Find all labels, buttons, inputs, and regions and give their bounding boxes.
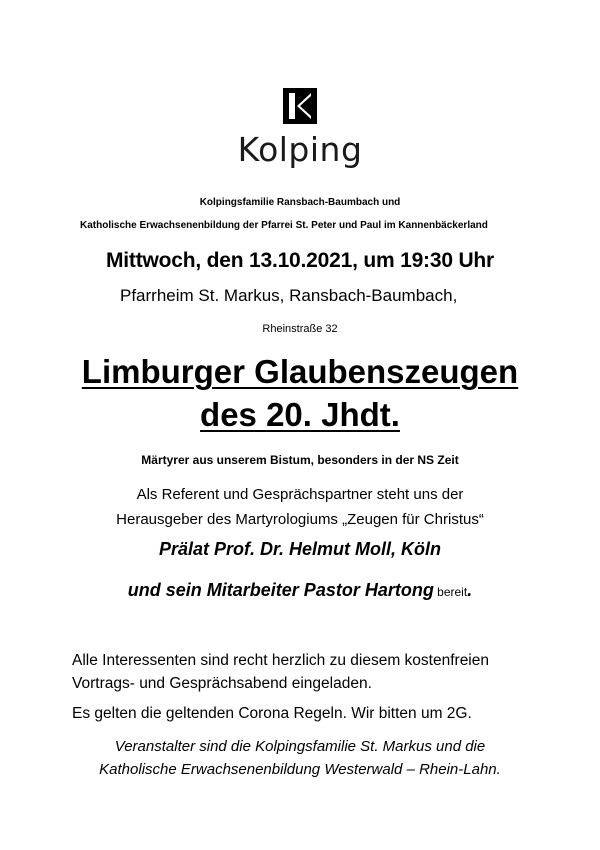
organizers-line-2: Katholische Erwachsenenbildung der Pfarrei St. Peter und Paul im Kannenbäckerland [80, 220, 488, 231]
event-venue: Pfarrheim St. Markus, Ransbach-Baumbach, [120, 286, 458, 305]
invitation-line-2: Vortrags- und Gesprächsabend eingeladen. [72, 675, 372, 692]
organizer-line-1: Veranstalter sind die Kolpingsfamilie St. Markus und die [114, 738, 486, 755]
speaker-intro-line-1: Als Referent und Gesprächspartner steht uns der [136, 486, 464, 503]
event-street: Rheinstraße 32 [262, 323, 338, 335]
speaker-secondary-end: . [467, 580, 473, 600]
organizers-line-1: Kolpingsfamilie Ransbach-Baumbach und [199, 197, 401, 208]
kolping-logo-icon [283, 88, 317, 124]
speaker-main: Prälat Prof. Dr. Helmut Moll, Köln [158, 539, 442, 559]
speaker-secondary-suffix: bereit [433, 585, 468, 599]
speaker-intro [0, 482, 600, 532]
speaker-secondary-name: und sein Mitarbeiter Pastor Hartong [127, 580, 434, 600]
event-title-text-1: Limburger Glaubenszeugen [81, 353, 519, 390]
organizer-note [0, 735, 600, 781]
event-date: Mittwoch, den 13.10.2021, um 19:30 Uhr [105, 249, 495, 272]
organizer-line-2: Katholische Erwachsenenbildung Westerwald – Rhein-Lahn. [99, 761, 501, 778]
invitation-line-1: Alle Interessenten sind recht herzlich zu diesem kostenfreien [72, 652, 489, 669]
speaker-intro-line-2: Herausgeber des Martyrologiums „Zeugen für Christus“ [116, 511, 484, 528]
event-title-text-2: des 20. Jhdt. [200, 396, 400, 433]
speaker-secondary [0, 580, 600, 601]
event-subtitle: Märtyrer aus unserem Bistum, besonders in der NS Zeit [141, 453, 459, 467]
invitation-text [72, 649, 572, 695]
kolping-wordmark: Kolping [237, 130, 363, 169]
corona-notice: Es gelten die geltenden Corona Regeln. Wir bitten um 2G. [72, 705, 472, 722]
event-title-line-2 [0, 396, 600, 434]
event-title-line-1 [0, 353, 600, 391]
